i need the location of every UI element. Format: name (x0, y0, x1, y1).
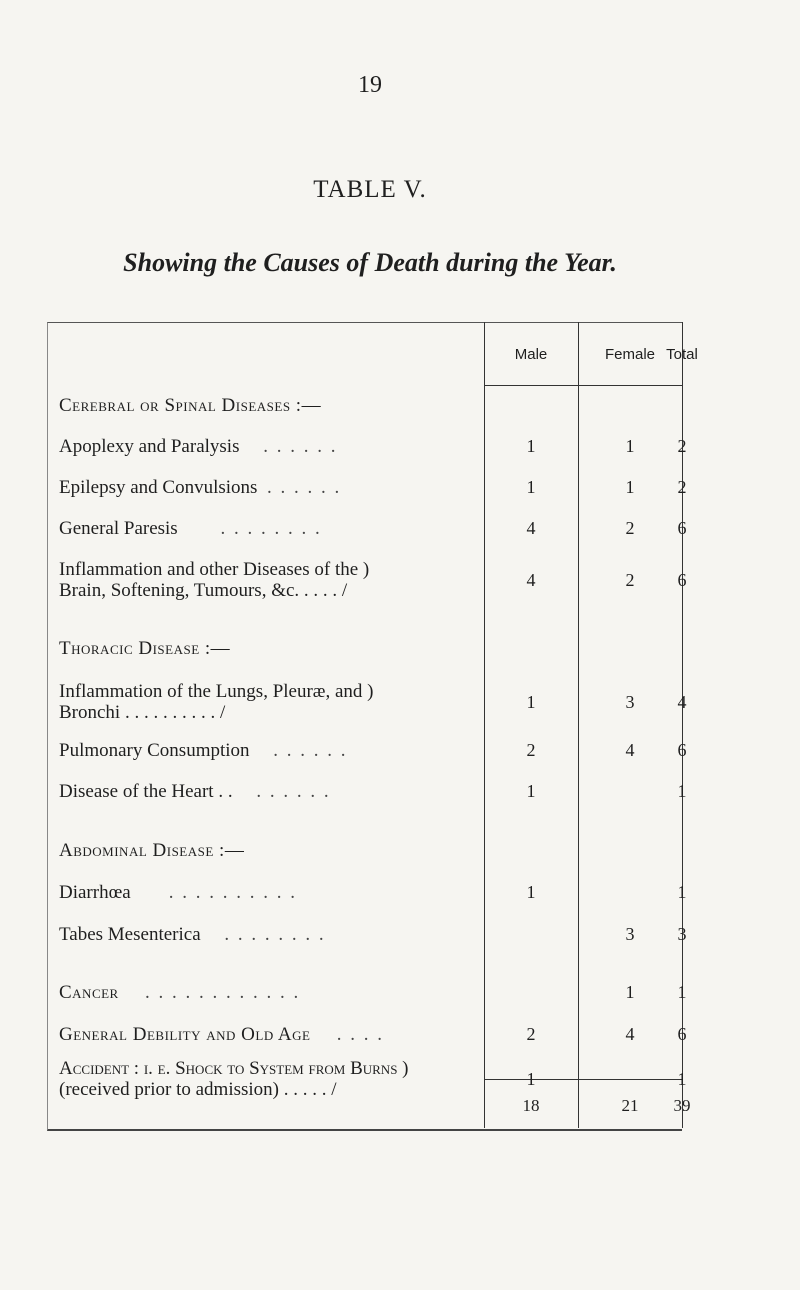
leader-dots: . . . . . . . . . . . . (144, 982, 301, 1003)
male-value: 1 (526, 436, 536, 456)
male-value: 2 (526, 740, 536, 760)
row-label: General Debility and Old Age (59, 1024, 311, 1045)
row-label: Disease of the Heart . . (59, 781, 233, 802)
total-value: 1 (677, 982, 687, 1002)
female-value: 3 (625, 692, 635, 712)
female-value: 2 (625, 518, 635, 538)
female-value: 2 (625, 570, 635, 590)
female-value: 1 (625, 477, 635, 497)
male-value: 4 (526, 570, 536, 590)
total-value: 1 (677, 882, 687, 902)
row-label-line-2: Brain, Softening, Tumours, &c. . . . . (59, 580, 338, 601)
column-header-total: Total (666, 346, 698, 363)
row-label: Apoplexy and Paralysis (59, 436, 240, 457)
female-value: 4 (625, 1024, 635, 1044)
total-value: 6 (677, 1024, 687, 1044)
row-label-line-1: Accident : i. e. Shock to System from Burns (59, 1058, 398, 1079)
row-label: Diarrhœa (59, 882, 131, 903)
row-label-line-1: Inflammation of the Lungs, Pleuræ, and (59, 681, 363, 702)
row-label: Pulmonary Consumption (59, 740, 250, 761)
male-value: 1 (526, 477, 536, 497)
row-label: Tabes Mesenterica (59, 924, 201, 945)
leader-dots: . . . . . . . . (220, 518, 322, 539)
row-label: Epilepsy and Convulsions (59, 477, 258, 498)
total-value: 6 (677, 518, 687, 538)
total-value: 4 (677, 692, 687, 712)
female-value: 1 (625, 982, 635, 1002)
male-value: 2 (526, 1024, 536, 1044)
total-value: 6 (677, 740, 687, 760)
total-value: 1 (677, 1069, 687, 1089)
column-header-female: Female (604, 346, 656, 363)
page-number: 19 (358, 72, 382, 98)
female-value: 4 (625, 740, 635, 760)
male-value: 4 (526, 518, 536, 538)
row-label-line-1: Inflammation and other Diseases of the (59, 559, 359, 580)
total-value: 3 (677, 924, 687, 944)
leader-dots: . . . . . . (256, 781, 331, 802)
leader-dots: . . . . . . . . (224, 924, 326, 945)
male-value: 1 (526, 882, 536, 902)
male-value: 1 (526, 1069, 536, 1089)
column-header-male: Male (514, 346, 548, 363)
section-label: Thoracic Disease :— (59, 638, 231, 659)
table-subtitle: Showing the Causes of Death during the Year. (123, 248, 617, 277)
female-value: 1 (625, 436, 635, 456)
grand-total: 39 (673, 1096, 691, 1115)
female-value: 3 (625, 924, 635, 944)
row-label: Cancer (59, 982, 119, 1003)
male-value: 1 (526, 781, 536, 801)
male-total: 18 (522, 1096, 540, 1115)
row-label-line-2: (received prior to admission) . . . . . (59, 1079, 327, 1100)
row-label-line-2: Bronchi . . . . . . . . . . (59, 702, 216, 723)
table-title: TABLE V. (313, 176, 427, 203)
section-label: Abdominal Disease :— (59, 840, 245, 861)
leader-dots: . . . . (336, 1024, 384, 1045)
row-label: General Paresis (59, 518, 178, 539)
total-value: 2 (677, 477, 687, 497)
female-total: 21 (621, 1096, 639, 1115)
leader-dots: . . . . . . . . . . (168, 882, 297, 903)
leader-dots: . . . . . . (273, 740, 348, 761)
total-value: 2 (677, 436, 687, 456)
section-label: Cerebral or Spinal Diseases :— (59, 395, 322, 416)
header-rule (484, 385, 682, 386)
total-value: 6 (677, 570, 687, 590)
male-value: 1 (526, 692, 536, 712)
leader-dots: . . . . . . (263, 436, 338, 457)
leader-dots: . . . . . . (266, 477, 342, 498)
total-value: 1 (677, 781, 687, 801)
